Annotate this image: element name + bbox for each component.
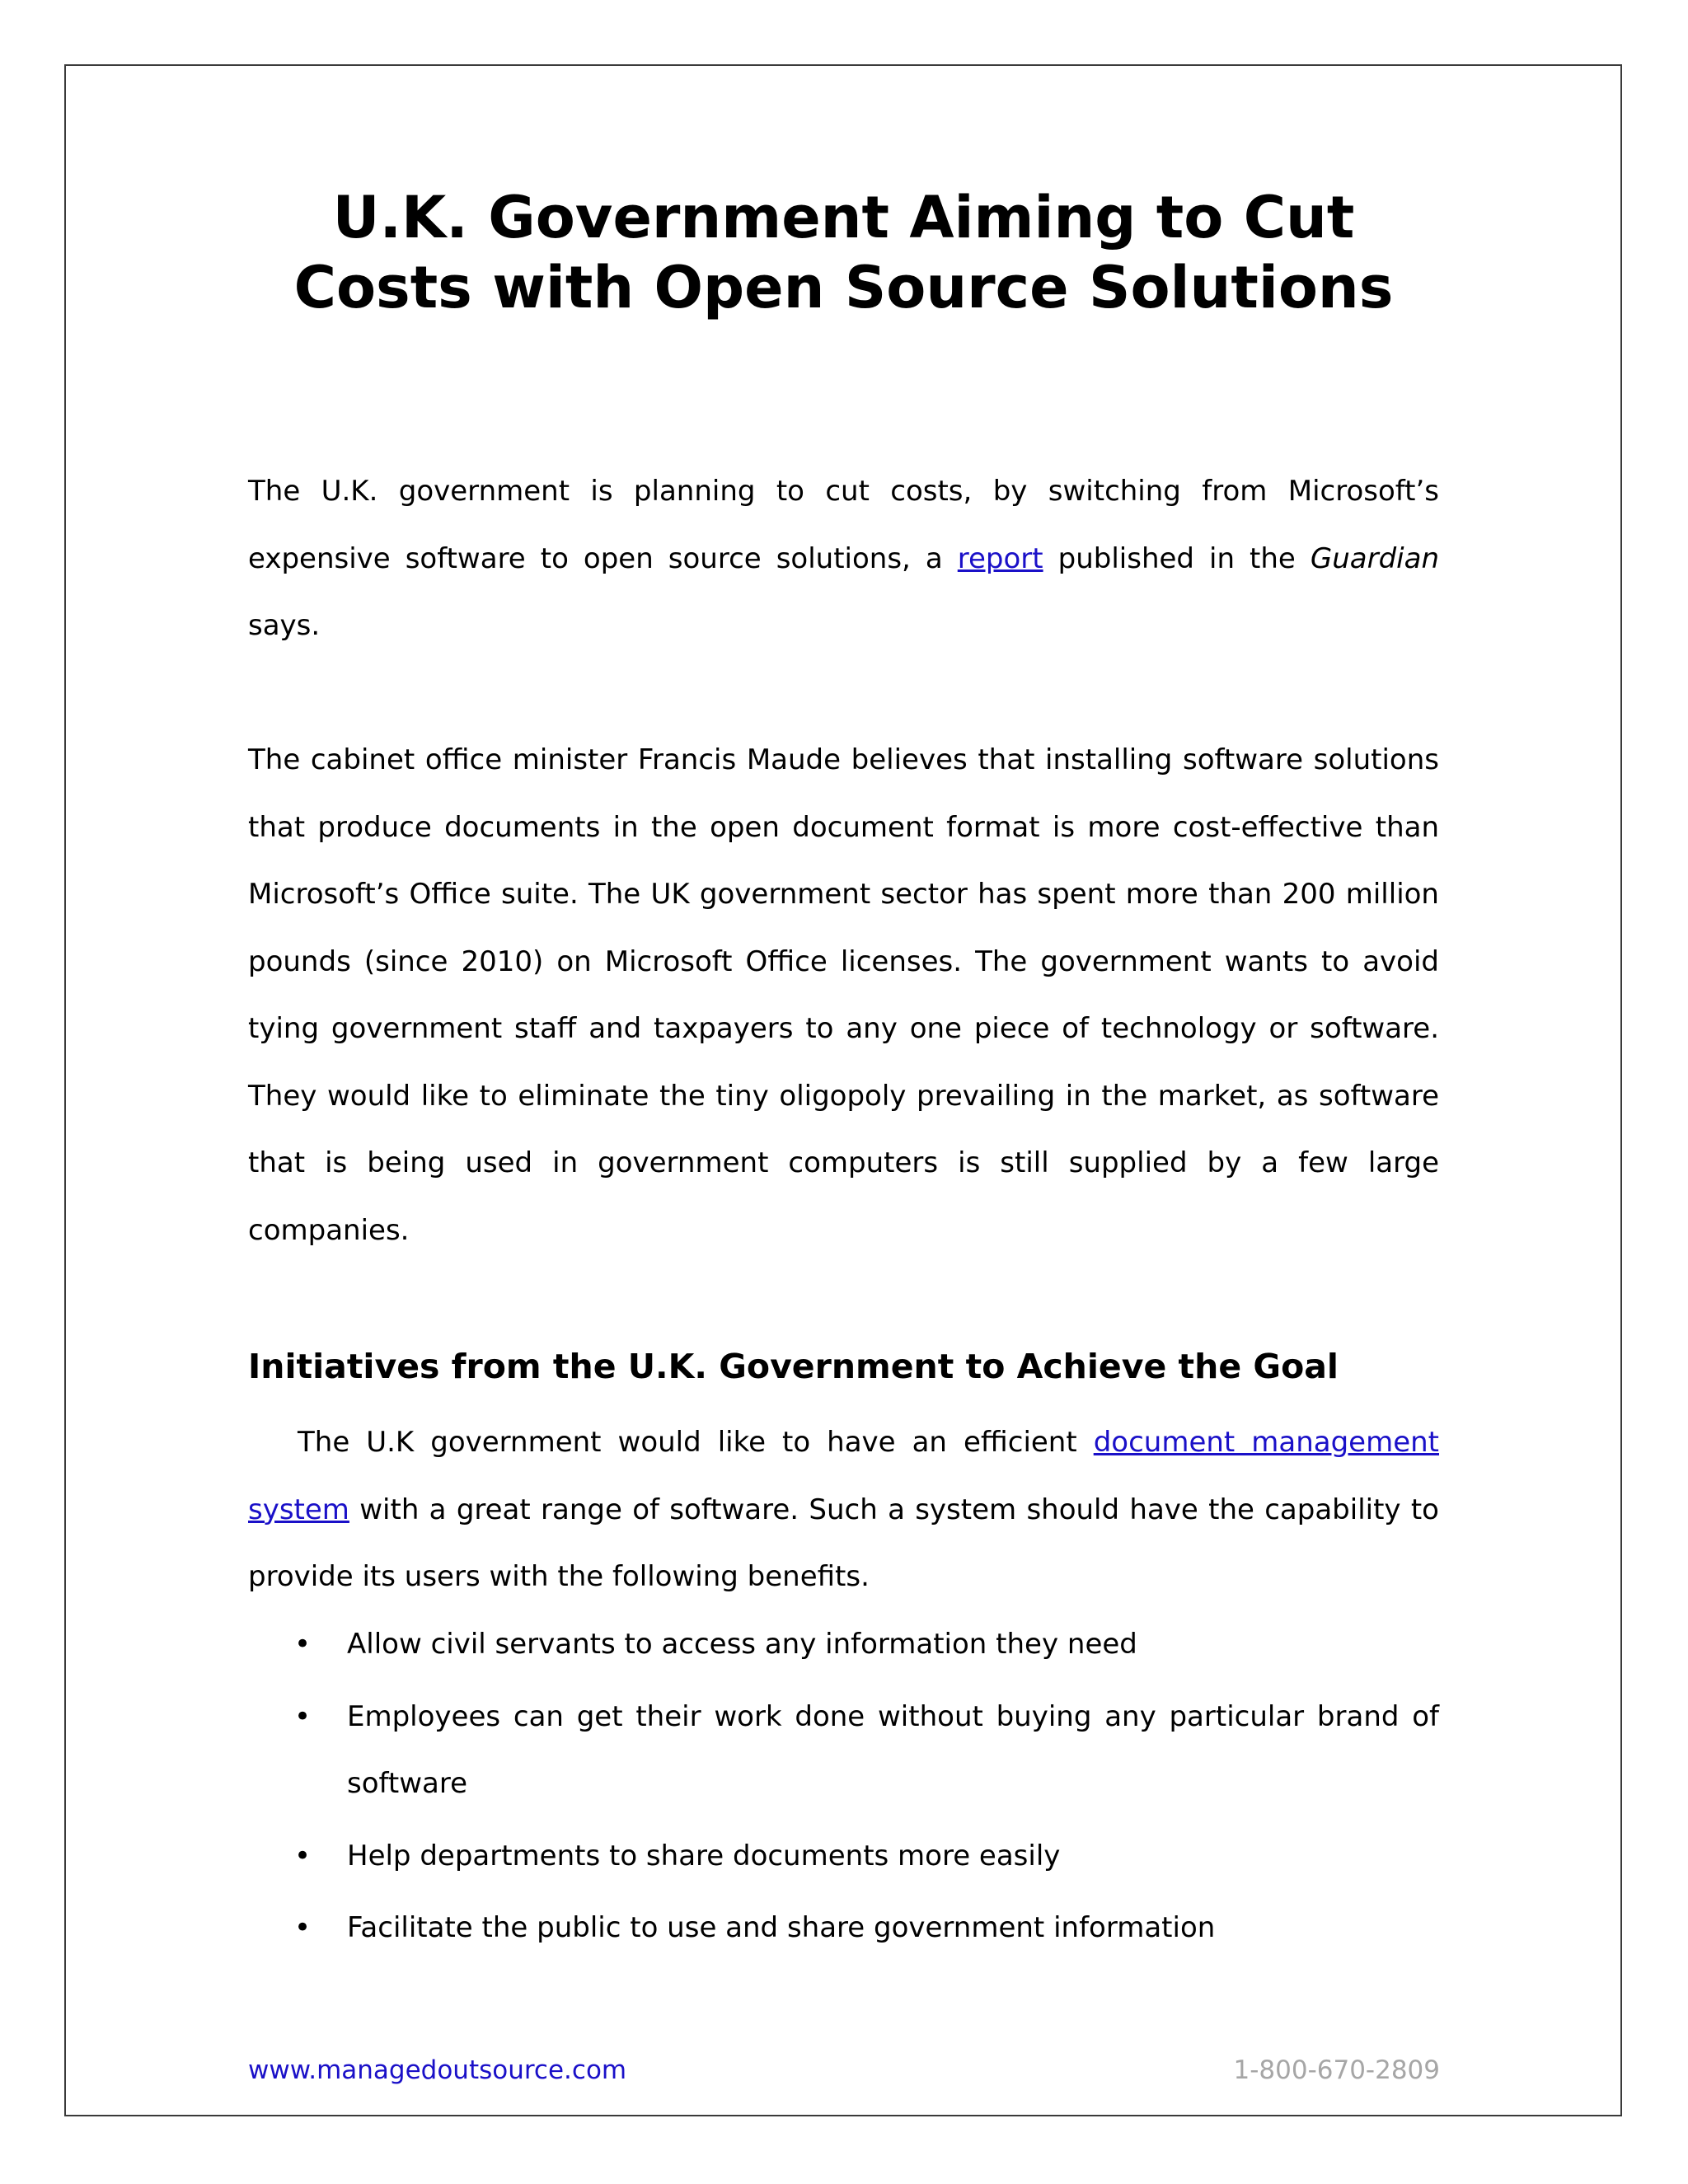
bullet-icon: • bbox=[294, 1911, 312, 1944]
page-title bbox=[248, 183, 1439, 323]
guardian-italic: Guardian bbox=[1310, 541, 1439, 575]
list-item bbox=[248, 1684, 1439, 1818]
list-item-text: Facilitate the public to use and share government information bbox=[347, 1911, 1216, 1944]
bullet-icon: • bbox=[294, 1628, 312, 1661]
list-item bbox=[248, 1823, 1439, 1891]
maude-paragraph: The cabinet office minister Francis Maude believes that installing software solutions that produce documents in the open document format is more cost-effective than Microsoft’s Office suite. The UK government sector has spent more than 200 million pounds (since 2010) on Microsoft Office licenses. The government wants to avoid tying government staff and taxpayers to any one piece of technology or software. They would like to eliminate the tiny oligopoly prevailing in the market, as software that is being used in government computers is still supplied by a few large companies. bbox=[248, 743, 1439, 1247]
bullet-icon: • bbox=[294, 1839, 312, 1872]
footer-phone-number: 1-800-670-2809 bbox=[1233, 2055, 1440, 2085]
benefits-list bbox=[248, 1611, 1439, 1967]
intro-text-start: The U.K. government is planning to cut costs, by switching from Microsoft’s expensive software to open source solutions, a bbox=[248, 475, 1439, 575]
title-line-2: Costs with Open Source Solutions bbox=[293, 254, 1394, 321]
intro-text-middle: published in the bbox=[1043, 541, 1311, 575]
list-item-text: Allow civil servants to access any information they need bbox=[347, 1628, 1137, 1661]
title-line-1: U.K. Government Aiming to Cut bbox=[332, 184, 1355, 251]
intro-text-end: says. bbox=[248, 609, 321, 642]
initiatives-text-end: with a great range of software. Such a system should have the capability to provide its users with the following benefits. bbox=[248, 1493, 1439, 1593]
list-item bbox=[248, 1895, 1439, 1962]
list-item bbox=[248, 1611, 1439, 1679]
footer-website-link[interactable]: www.managedoutsource.com bbox=[248, 2055, 627, 2085]
report-link[interactable]: report bbox=[957, 541, 1043, 575]
section-heading: Initiatives from the U.K. Government to Achieve the Goal bbox=[248, 1347, 1339, 1386]
initiatives-paragraph bbox=[248, 1409, 1439, 1611]
bullet-icon: • bbox=[294, 1699, 312, 1733]
intro-paragraph bbox=[248, 458, 1439, 660]
list-item-text: Employees can get their work done without buying any particular brand of software bbox=[347, 1699, 1439, 1800]
list-item-text: Help departments to share documents more easily bbox=[347, 1839, 1061, 1872]
initiatives-text-start: The U.K government would like to have an efficient bbox=[298, 1426, 1094, 1459]
document-management-link[interactable]: document management system bbox=[248, 1426, 1440, 1526]
